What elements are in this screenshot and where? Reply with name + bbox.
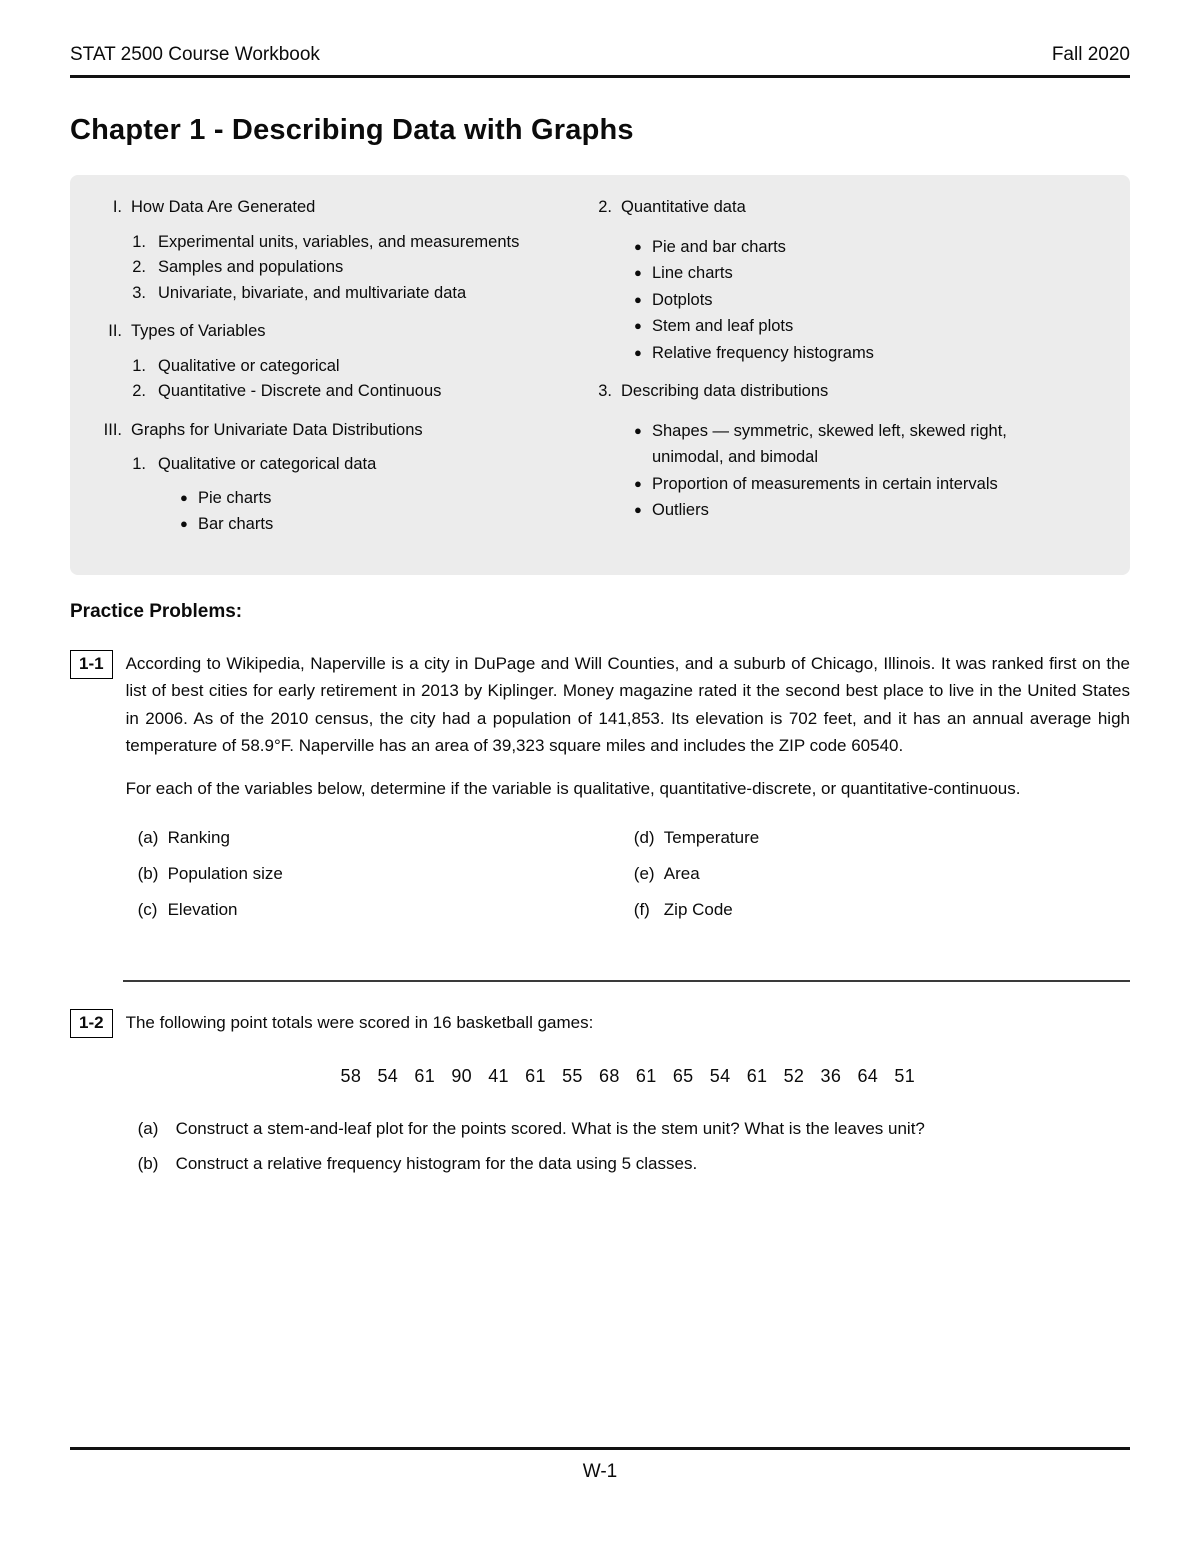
header-rule [70, 75, 1130, 78]
item-text: Quantitative - Discrete and Continuous [158, 382, 442, 400]
problem-paragraph: According to Wikipedia, Naperville is a city in DuPage and Will Counties, and a suburb of Chicago, Illinois. It was ranked first on the list of best cities for early retirement in 2013 by Kiplinger. Money magazine rated it the second best place to live in the United States in 2006. As of the 2010 census, the city had a population of 141,853. Its elevation is 702 feet, and it has an annual average high temperature of 58.9°F. Naperville has an area of 39,323 square miles and includes the ZIP code 60540. [125, 653, 1130, 755]
page-number: W-1 [582, 1461, 618, 1482]
problem-1-2 [70, 1009, 1130, 1188]
outline-bullet [634, 260, 1106, 287]
section-marker: 3. [598, 382, 612, 400]
item-text: Experimental units, variables, and measurements [158, 232, 520, 251]
part-marker: (b) [137, 1154, 159, 1173]
outline-left-column [94, 195, 594, 551]
variable-text: Population size [167, 864, 283, 883]
chapter-outline-box [70, 175, 1130, 575]
outline-item [124, 354, 594, 380]
outline-item [124, 379, 594, 405]
bullet-text: Line charts [652, 264, 733, 282]
bullet-icon: ● [634, 265, 642, 280]
outline-bullet [634, 497, 1106, 524]
problem-part [138, 1153, 1130, 1174]
bullet-text: Relative frequency histograms [652, 343, 874, 362]
item-marker: 1. [132, 455, 146, 473]
bullet-icon: ● [634, 238, 642, 254]
outline-section-3 [594, 379, 1106, 524]
item-marker: 1. [132, 356, 146, 375]
problem-separator-rule [123, 980, 1130, 982]
variable-text: Area [663, 864, 700, 883]
header-right-term: Fall 2020 [1051, 44, 1130, 65]
outline-section-I [94, 195, 594, 306]
bullet-icon: ● [634, 502, 642, 517]
problem-number-badge: 1-1 [70, 650, 113, 679]
bullet-icon: ● [634, 475, 642, 491]
outline-bullet [634, 471, 1106, 498]
data-values-line: 58 54 61 90 41 61 55 68 61 65 54 61 52 36 64 51 [340, 1065, 916, 1086]
bullet-icon: ● [180, 489, 188, 505]
outline-bullet [180, 511, 594, 538]
variable-text: Temperature [663, 828, 760, 847]
variable-text: Ranking [167, 828, 230, 847]
bullet-text: Stem and leaf plots [652, 317, 794, 335]
bullet-text: Dotplots [652, 290, 713, 309]
section-title: How Data Are Generated [131, 198, 316, 216]
header-left-title: STAT 2500 Course Workbook [70, 44, 320, 65]
outline-right-column [594, 195, 1106, 551]
outline-bullet [634, 313, 1106, 340]
part-marker: (a) [137, 1119, 159, 1138]
outline-section-II [94, 319, 594, 405]
outline-section-III [94, 418, 594, 538]
chapter-title: Chapter 1 - Describing Data with Graphs [70, 114, 634, 146]
variable-marker: (d) [633, 828, 655, 847]
bullet-text: Pie charts [198, 488, 272, 507]
problem-paragraph: For each of the variables below, determine if the variable is qualitative, quantitative-discrete, or quantitative-continuous. [125, 778, 1021, 798]
bullet-icon: ● [634, 344, 642, 360]
outline-item [124, 255, 594, 281]
section-marker: 2. [598, 198, 612, 216]
variable-marker: (b) [137, 864, 159, 883]
section-title: Types of Variables [131, 322, 266, 340]
section-title: Graphs for Univariate Data Distributions [131, 420, 423, 439]
outline-bullet [634, 287, 1106, 314]
variable-marker: (a) [137, 828, 159, 847]
problem-part [138, 1118, 1130, 1139]
section-title: Describing data distributions [621, 382, 829, 400]
item-text: Univariate, bivariate, and multivariate data [158, 283, 467, 302]
item-text: Qualitative or categorical [158, 356, 340, 375]
footer-rule [70, 1447, 1130, 1450]
variable-item [138, 828, 634, 848]
bullet-icon: ● [180, 516, 188, 531]
bullet-icon: ● [634, 318, 642, 333]
outline-bullet [180, 485, 594, 512]
outline-item [124, 230, 594, 256]
variable-text: Zip Code [663, 900, 733, 919]
item-marker: 1. [132, 232, 146, 251]
bullet-text: Bar charts [198, 515, 274, 533]
bullet-text: Outliers [652, 501, 709, 519]
outline-bullet [634, 234, 1106, 261]
section-marker: I. [112, 198, 122, 216]
section-title: Quantitative data [621, 198, 746, 216]
item-text: Qualitative or categorical data [158, 455, 377, 473]
bullet-text: Pie and bar charts [652, 237, 786, 256]
item-marker: 2. [132, 382, 146, 400]
item-marker: 2. [132, 258, 146, 276]
outline-item [124, 281, 594, 307]
variable-item [138, 900, 634, 920]
bullet-text: Shapes — symmetric, skewed left, skewed right, unimodal, and bimodal [652, 421, 1007, 466]
variable-item [634, 864, 1130, 884]
variable-item [634, 828, 1130, 848]
bullet-text: Proportion of measurements in certain intervals [652, 474, 998, 493]
problem-number-badge: 1-2 [70, 1009, 113, 1038]
practice-problems-heading: Practice Problems: [70, 600, 243, 622]
part-text: Construct a relative frequency histogram for the data using 5 classes. [175, 1154, 698, 1173]
section-marker: III. [103, 420, 122, 439]
page-footer [70, 1447, 1130, 1483]
variable-marker: (e) [633, 864, 655, 883]
problem-intro: The following point totals were scored in 16 basketball games: [125, 1013, 594, 1032]
variables-list [126, 828, 1130, 936]
variable-marker: (c) [137, 900, 158, 919]
variable-item [634, 900, 1130, 920]
page-header [70, 44, 1130, 66]
variable-marker: (f) [633, 900, 650, 919]
outline-bullet [634, 418, 1106, 471]
problem-1-1 [70, 650, 1130, 937]
item-marker: 3. [132, 283, 146, 302]
part-text: Construct a stem-and-leaf plot for the points scored. What is the stem unit? What is the leaves unit? [175, 1119, 925, 1138]
bullet-icon: ● [634, 422, 642, 438]
variable-text: Elevation [167, 900, 238, 919]
outline-section-2 [594, 195, 1106, 366]
outline-bullet [634, 340, 1106, 367]
item-text: Samples and populations [158, 258, 344, 276]
outline-item [124, 452, 594, 478]
variable-item [138, 864, 634, 884]
bullet-icon: ● [634, 291, 642, 307]
section-marker: II. [108, 322, 122, 340]
